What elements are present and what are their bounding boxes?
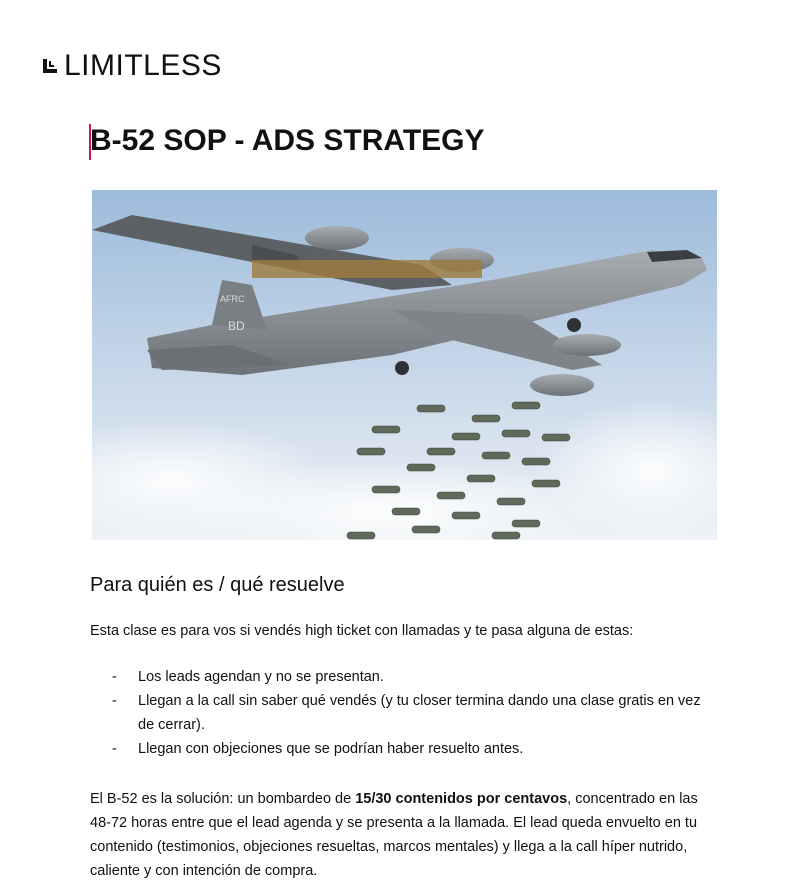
bullet-marker: -	[112, 693, 117, 709]
intro-text[interactable]: Esta clase es para vos si vendés high ticket con llamadas y te pasa alguna de estas:	[90, 623, 634, 639]
list-item[interactable]	[90, 665, 720, 689]
bullet-marker: -	[112, 741, 117, 757]
paragraph-text-before: El B-52 es la solución: un bombardeo de	[90, 791, 356, 807]
list-item-text: Llegan a la call sin saber qué vendés (y tu closer termina dando una clase gratis en vez de cerrar).	[138, 693, 701, 733]
limitless-logo-icon	[42, 57, 58, 75]
document-title[interactable]: B-52 SOP - ADS STRATEGY	[90, 124, 485, 157]
section-heading[interactable]: Para quién es / qué resuelve	[90, 574, 345, 596]
hero-image	[92, 190, 717, 540]
paragraph-bold-text: 15/30 contenidos por centavos	[355, 791, 568, 807]
list-item[interactable]	[90, 737, 720, 761]
brand-logo	[42, 50, 222, 82]
problem-list	[90, 665, 720, 761]
list-item[interactable]	[90, 689, 720, 737]
solution-paragraph[interactable]	[90, 787, 720, 883]
svg-text:AFRC: AFRC	[220, 294, 245, 304]
svg-text:BD: BD	[228, 319, 245, 333]
list-item-text: Los leads agendan y no se presentan.	[138, 669, 384, 685]
b52-bomber-illustration	[92, 190, 717, 540]
list-item-text: Llegan con objeciones que se podrían haber resuelto antes.	[138, 741, 524, 757]
brand-name: LIMITLESS	[64, 49, 222, 82]
paragraph-text-after: , concentrado en las 48-72 horas entre que el lead agenda y se presenta a la llamada. El lead queda envuelto en tu contenido (testimonios, objeciones resueltas, marcos mentales) y llega a la call híper nutrido, caliente y con intención de compra.	[90, 791, 698, 879]
bullet-marker: -	[112, 669, 117, 685]
